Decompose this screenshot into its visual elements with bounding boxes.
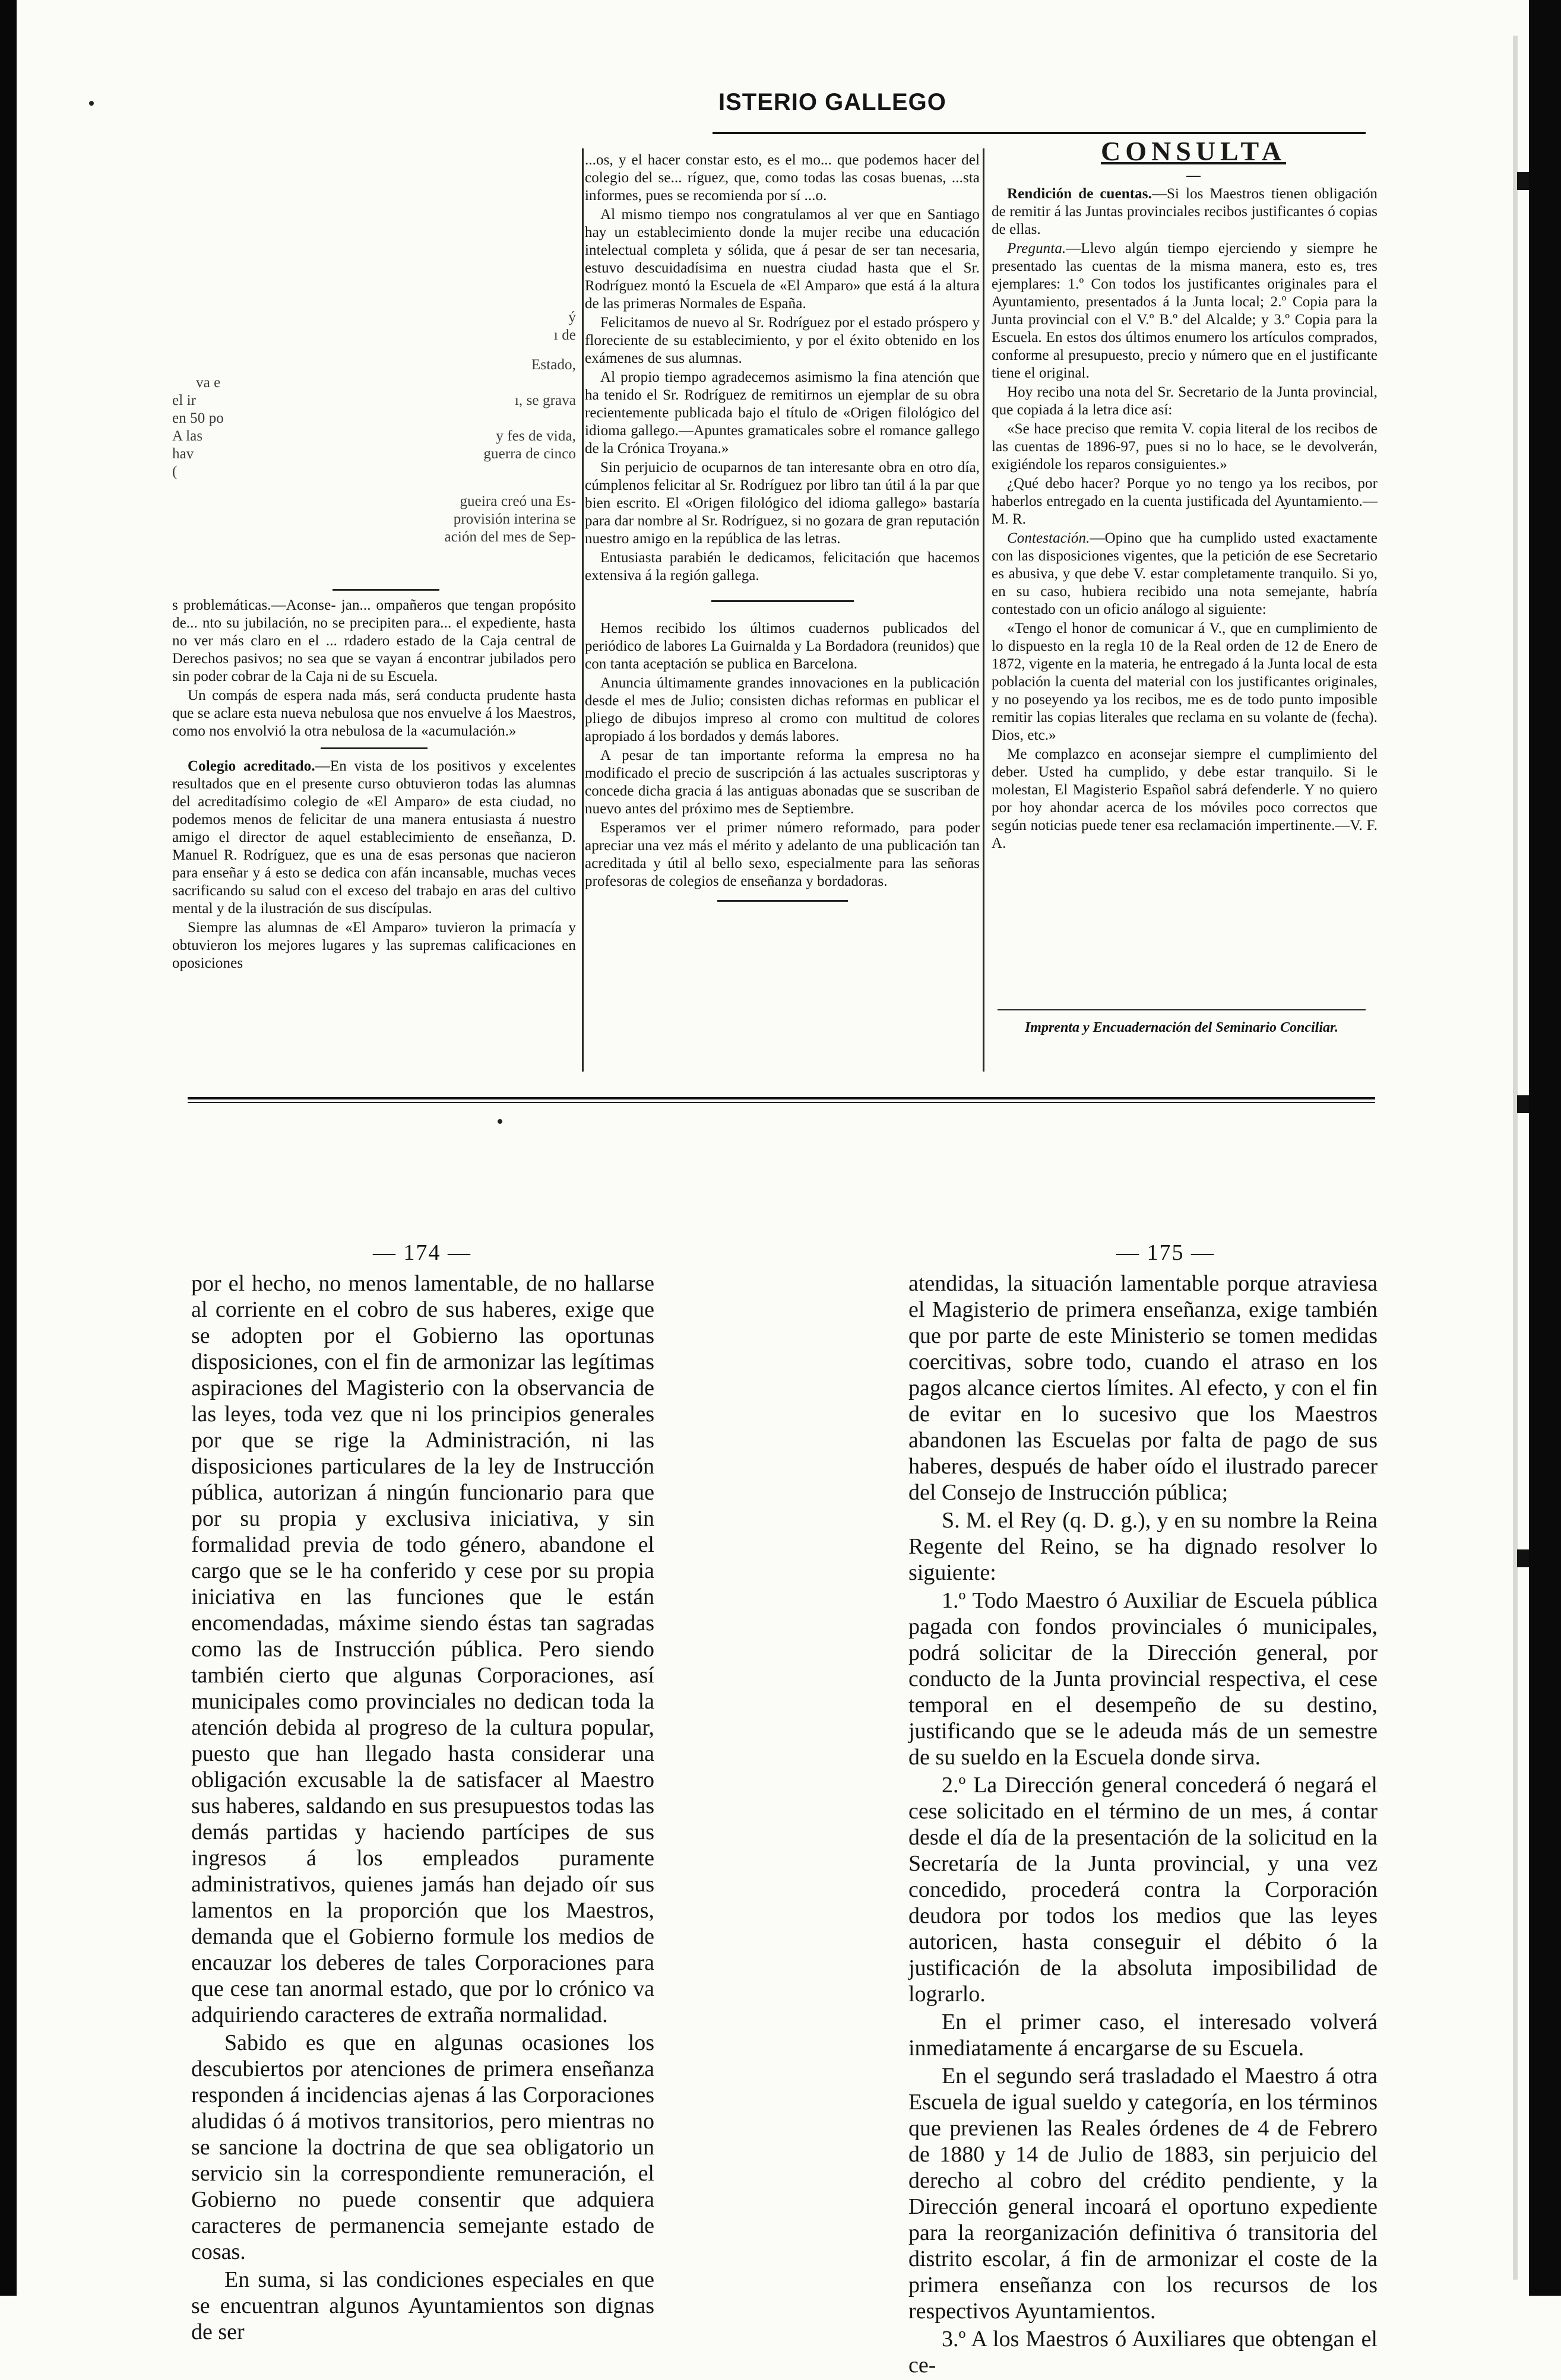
fragment: ı de — [553, 327, 576, 343]
section-ornament — [333, 589, 439, 591]
paragraph: Anuncia últimamente grandes innovaciones en la publicación desde el mes de Julio; consisten dichas reformas en publicar el pliego de dibujos impreso al cromo con multitud de colores apropiado á los bordados y demás labores. — [585, 675, 980, 744]
imprenta-note: Imprenta y Encuadernación del Seminario Conciliar. — [1024, 1020, 1339, 1035]
sheet-separator — [188, 1102, 1375, 1103]
section-ornament — [321, 747, 428, 749]
paragraph: Siempre las alumnas de «El Amparo» tuvieron la primacía y obtuvieron los mejores lugares y las supremas calificaciones en oposiciones — [172, 920, 576, 971]
fragment: en 50 po — [172, 410, 224, 426]
header-rule — [713, 132, 1366, 134]
paragraph: En suma, si las condiciones especiales en que se encuentran algunos Ayuntamientos son dignas de ser — [191, 2267, 654, 2344]
page-number-174: — 174 — — [373, 1240, 471, 1265]
paragraph: ...os, y el hacer constar esto, es el mo... que podemos hacer del colegio del se... ríguez, que, como todas las cosas buenas, ...sta informes, pues se recomienda por sí ...o. — [585, 152, 980, 204]
paragraph: S. M. el Rey (q. D. g.), y en su nombre la Reina Regente del Reino, se ha dignado resolver lo siguiente: — [908, 1508, 1378, 1585]
paragraph: «Tengo el honor de comunicar á V., que en cumplimiento de lo dispuesto en la regla 10 de la Real orden de 12 de Enero de 1872, vigente en la materia, he entregado á la Junta local de esta población la cuenta del material con los justificantes originales, y no poseyendo ya los recibos, me es de todo punto imposible remitir las copias literales que reclama en su volante de (fecha). Dios, etc.» — [992, 620, 1378, 743]
page-number-175: — 175 — — [1116, 1240, 1215, 1265]
paragraph: —Llevo algún tiempo ejerciendo y siempre he presentado las cuentas de la misma manera, esto es, tres ejemplares: 1.º Con todos los justificantes originales para el Ayuntamiento, presentados á la Junta local; 2.º Copia para la Junta provincial con el V.º B.º del Alcalde; y 3.º Copia para la Escuela. En estos dos últimos enumero los artículos comprados, conforme al presupuesto, precio y número que en el justificante tiene el original. — [992, 240, 1378, 381]
paragraph: —Si los Maestros tienen obligación de remitir á las Juntas provinciales recibos justificantes ó copias de ellas. — [992, 186, 1378, 237]
paragraph: 1.º Todo Maestro ó Auxiliar de Escuela pública pagada con fondos provinciales ó municipales, podrá solicitar de la Dirección general, por conducto de la Junta provincial respectiva, el cese temporal en el desempeño de su destino, justificando que se le adeuda más de un semestre de su sueldo en la Escuela donde sirva. — [908, 1588, 1378, 1770]
fragment: A las — [172, 428, 203, 444]
paragraph: Sabido es que en algunas ocasiones los descubiertos por atenciones de primera enseñanza responden á incidencias ajenas á las Corporaciones aludidas ó á motivos transitorios, pero mientras no se sancione la doctrina de que sea obligatorio un servicio sin la correspondiente remuneración, el Gobierno no puede consentir que adquiera caracteres de permanencia semejante estado de cosas. — [191, 2030, 654, 2264]
fragment: ( — [172, 464, 178, 480]
speck — [89, 101, 94, 106]
fragment: gueira creó una Es- — [460, 493, 576, 509]
left-column-body — [172, 597, 576, 974]
sheet-separator — [188, 1097, 1375, 1099]
section-heading: Rendición de cuentas. — [1007, 186, 1152, 202]
paragraph: —En vista de los positivos y excelentes resultados que en el presente curso obtuvieron todas las alumnas del acreditadísimo colegio de «El Amparo» de esta ciudad, no podemos menos de felicitar de una manera entusiasta á nuestro amigo el director de aquel establecimiento de enseñanza, D. Manuel R. Rodríguez, que es una de esas personas que nacieron para enseñar y á esto se dedica con afán incansable, muchas veces sacrificando su salud con el exceso del trabajo en aras del cultivo mental y de la ilustración de sus discípulas. — [172, 758, 576, 917]
scan-border-left — [0, 0, 17, 2296]
scan-border-right-inner — [1513, 36, 1518, 2280]
column-divider — [983, 148, 984, 1072]
paragraph: s problemáticas.—Aconse- jan... ompañeros que tengan propósito de... nto su jubilación, no se precipiten para... el expediente, hasta no ver más claro en el ... rdadero estado de la Caja central de Derechos pasivos; no sea que se vayan á encontrar jubilados pero sin poder cobrar de la Caja ni de su Escuela. — [172, 597, 576, 684]
page-174-body — [191, 1270, 654, 2347]
page-175-body — [908, 1270, 1378, 2380]
scan-edge-mark — [1517, 1549, 1529, 1567]
paragraph: Sin perjuicio de ocuparnos de tan interesante obra en otro día, cúmplenos felicitar al Sr. Rodríguez por libro tan útil á la par que bien escrito. El «Origen filológico del idioma gallego» bastaría para dar nombre al Sr. Rodríguez, si no gozara de gran reputación nuestro amigo en la república de las letras. — [585, 459, 980, 547]
imprenta-rule — [998, 1009, 1366, 1010]
fragment: ı, se grava — [514, 392, 576, 408]
paragraph: Un compás de espera nada más, será conducta prudente hasta que se aclare esta nueva nebulosa que nos envuelve á los Maestros, como nos envolvió la otra nebulosa de la «acumulación.» — [172, 687, 576, 739]
paragraph: Hoy recibo una nota del Sr. Secretario de la Junta provincial, que copiada á la letra dice así: — [992, 384, 1378, 418]
fragment: ý — [568, 309, 576, 325]
paragraph: En el segundo será trasladado el Maestro á otra Escuela de igual sueldo y categoría, en los términos que previenen las Reales órdenes de 4 de Febrero de 1880 y 14 de Julio de 1883, sin perjuicio del derecho al cobro del crédito pendiente, y la Dirección general incoará el oportuno expediente para la reorganización definitiva ó transitoria del distrito escolar, á fin de armonizar el coste de la primera enseñanza con los recursos de los respectivos Ayuntamientos. — [908, 2064, 1378, 2324]
section-heading: Colegio acreditado. — [188, 758, 315, 774]
paragraph: 3.º A los Maestros ó Auxiliares que obtengan el ce- — [908, 2327, 1378, 2378]
fragment: Estado, — [531, 357, 576, 373]
fragment: ación del mes de Sep- — [444, 529, 576, 545]
paragraph: En el primer caso, el interesado volverá inmediatamente á encargarse de su Escuela. — [908, 2010, 1378, 2061]
fragment: va e — [196, 375, 221, 391]
paragraph: 2.º La Dirección general concederá ó negará el cese solicitado en el término de un mes, á contar desde el día de la presentación de la solicitud en la Secretaría de la Junta provincial, y una vez concedido, procederá contra la Corporación deudora por todos los medios que las leyes autoricen, hasta conseguir el débito ó la justificación de la absoluta imposibilidad de lograrlo. — [908, 1773, 1378, 2007]
paragraph: Felicitamos de nuevo al Sr. Rodríguez por el estado próspero y floreciente de su establecimiento, y por el éxito obtenido en los exámenes de sus alumnas. — [585, 315, 980, 366]
paragraph: Me complazco en aconsejar siempre el cumplimiento del deber. Usted ha cumplido, y debe estar tranquilo. Si le molestan, El Magisterio Español sabrá defenderle. Y no quiero por hoy ahondar acerca de los móviles poco correctos que según noticias puede tener esa reclamación impertinente.—V. F. A. — [992, 746, 1378, 851]
paragraph: A pesar de tan importante reforma la empresa no ha modificado el precio de suscripción á las actuales suscriptoras y concede dicha gracia á las antiguas abonadas que se suscriban de nuevo antes del próximo mes de Septiembre. — [585, 747, 980, 817]
paragraph: «Se hace preciso que remita V. copia literal de los recibos de las cuentas de 1896-97, pues si no lo hace, se le devolverán, exigiéndole los reparos consiguientes.» — [992, 421, 1378, 473]
left-column-fragments — [172, 309, 576, 546]
paragraph: Esperamos ver el primer número reformado, para poder apreciar una vez más el mérito y adelanto de una publicación tan acreditada y útil al bello sexo, especialmente para las señoras profesoras de colegios de enseñanza y bordadoras. — [585, 820, 980, 889]
section-ornament — [717, 900, 848, 902]
label: Pregunta. — [1007, 240, 1066, 256]
fragment: hav — [172, 446, 194, 462]
fragment: el ir — [172, 392, 197, 408]
fragment: y fes de vida, — [496, 428, 576, 444]
column-divider — [582, 148, 584, 1072]
paragraph: —Opino que ha cumplido usted exactamente con las disposiciones vigentes, que la petición de ese Secretario es abusiva, y que debe V. estar completamente tranquilo. Si yo, en su caso, hubiera recibido una nota semejante, habría contestado con un oficio análogo al siguiente: — [992, 530, 1378, 617]
label: Contestación. — [1007, 530, 1090, 546]
consulta-title: CONSULTA — [1101, 136, 1286, 166]
title-dash — [1186, 176, 1201, 177]
section-ornament — [711, 600, 854, 602]
page-header-title: ISTERIO GALLEGO — [718, 89, 946, 115]
speck — [498, 1119, 502, 1124]
paragraph: Hemos recibido los últimos cuadernos publicados del periódico de labores La Guirnalda y La Bordadora (reunidos) que con tanta aceptación se publica en Barcelona. — [585, 620, 980, 672]
scan-edge-mark — [1517, 1095, 1529, 1113]
paragraph: por el hecho, no menos lamentable, de no hallarse al corriente en el cobro de sus haberes, exige que se adopten por el Gobierno las oportunas disposiciones, con el fin de armonizar las legítimas aspiraciones del Magisterio con la observancia de las leyes, toda vez que ni los principios generales por que se rige la Administración, ni las disposiciones particulares de la ley de Instrucción pública, autorizan á ningún funcionario para que por su propia y exclusiva iniciativa, y sin formalidad previa de todo género, abandone el cargo que se le ha conferido y cese por su propia iniciativa en las funciones que le están encomendadas, máxime siendo éstas tan sagradas como las de Instrucción pública. Pero siendo también cierto que algunas Corporaciones, así municipales como provinciales no dedican toda la atención debida al progreso de la cultura popular, puesto que han llegado hasta considerar una obligación excusable la de satisfacer al Maestro sus haberes, saldando en sus presupuestos todas las demás partidas y haciendo partícipes de sus ingresos á los empleados puramente administrativos, quienes jamás han dejado oír sus lamentos en la proporción que los Maestros, demanda que el Gobierno formule los medios de encauzar los deberes de tales Corporaciones para que cese tan anormal estado, que por lo crónico va adquiriendo caracteres de extraña normalidad. — [191, 1271, 654, 2027]
right-column — [992, 185, 1378, 854]
paragraph: Al propio tiempo agradecemos asimismo la fina atención que ha tenido el Sr. Rodríguez de remitirnos un ejemplar de su obra recientemente publicada bajo el título de «Origen filológico del idioma gallego.—Apuntes gramaticales sobre el romance gallego de la Crónica Troyana.» — [585, 369, 980, 457]
paragraph: Al mismo tiempo nos congratulamos al ver que en Santiago hay un establecimiento donde la mujer recibe una educación intelectual completa y sólida, que á pesar de ser tan necesaria, estuvo descuidadísima en nuestra ciudad hasta que el Sr. Rodríguez montó la Escuela de «El Amparo» que está á la altura de las primeras Normales de España. — [585, 207, 980, 312]
paragraph: Entusiasta parabién le dedicamos, felicitación que hacemos extensiva á la región gallega. — [585, 550, 980, 584]
paragraph: ¿Qué debo hacer? Porque yo no tengo ya los recibos, por haberlos entregado en la cuenta justificada del Ayuntamiento.—M. R. — [992, 476, 1378, 527]
paragraph: atendidas, la situación lamentable porque atraviesa el Magisterio de primera enseñanza, exige también que por parte de este Ministerio se tomen medidas coercitivas, sobre todo, cuando el atraso en los pagos alcance ciertos límites. Al efecto, y con el fin de evitar en lo sucesivo que los Maestros abandonen las Escuelas por falta de pago de sus haberes, después de haber oído el ilustrado parecer del Consejo de Instrucción pública; — [908, 1271, 1378, 1505]
fragment: guerra de cinco — [483, 446, 576, 462]
scan-border-right — [1529, 0, 1561, 2296]
fragment: provisión interina se — [453, 511, 576, 527]
middle-column — [585, 151, 980, 902]
scan-edge-mark — [1517, 172, 1529, 190]
